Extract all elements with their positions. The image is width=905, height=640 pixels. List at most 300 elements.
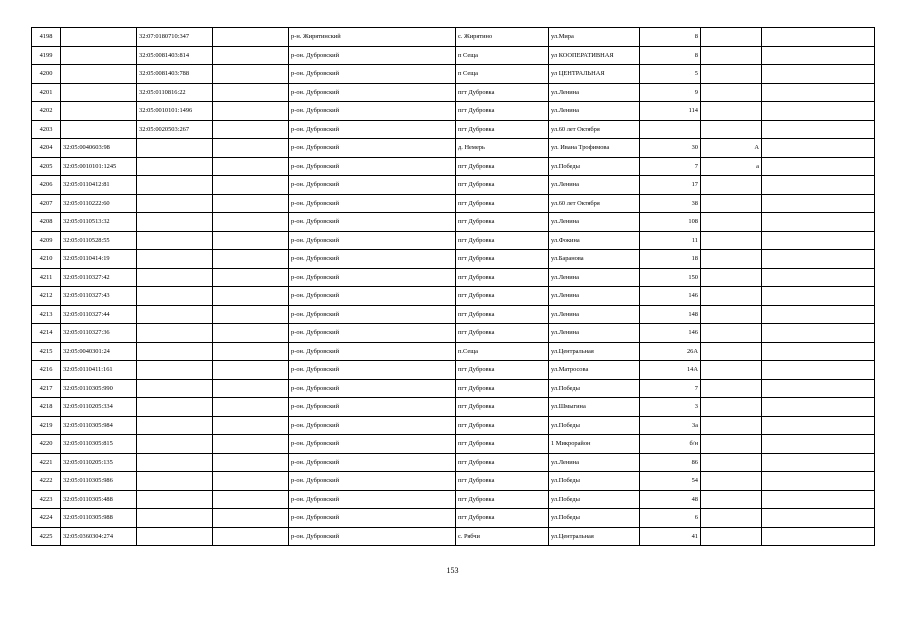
street-cell: ул.Матросова (549, 361, 640, 380)
house-number-cell: 7 (640, 379, 701, 398)
house-number-cell: 18 (640, 250, 701, 269)
locality-cell: пгт Дубровка (456, 379, 549, 398)
cadastral-number-alt-cell (137, 435, 213, 454)
empty-cell (762, 527, 875, 546)
locality-cell: пгт Дубровка (456, 416, 549, 435)
house-suffix-cell (701, 435, 762, 454)
house-number-cell: 7 (640, 157, 701, 176)
record-number-cell: 4198 (32, 28, 61, 47)
locality-cell: пгт Дубровка (456, 324, 549, 343)
empty-cell (762, 250, 875, 269)
locality-cell: пгт Дубровка (456, 361, 549, 380)
street-cell: ул.60 лет Октября (549, 194, 640, 213)
table-row (32, 120, 875, 139)
locality-cell: п Сеща (456, 65, 549, 84)
street-cell: ул.Ленина (549, 453, 640, 472)
house-number-cell: 17 (640, 176, 701, 195)
house-number-cell (640, 120, 701, 139)
street-cell: ул.Ленина (549, 305, 640, 324)
cadastral-number-alt-cell (137, 231, 213, 250)
district-cell: р-он. Дубровский (289, 472, 456, 491)
empty-cell (762, 324, 875, 343)
cadastral-number-cell: 32:05:0110414:19 (61, 250, 137, 269)
district-cell: р-он. Дубровский (289, 287, 456, 306)
house-number-cell: 3а (640, 416, 701, 435)
house-number-cell: 8 (640, 46, 701, 65)
cadastral-number-cell: 32:05:0110327:36 (61, 324, 137, 343)
empty-cell (762, 361, 875, 380)
table-row (32, 342, 875, 361)
empty-cell (213, 398, 289, 417)
house-suffix-cell: А (701, 139, 762, 158)
empty-cell (213, 527, 289, 546)
empty-cell (213, 435, 289, 454)
empty-cell (762, 379, 875, 398)
table-row (32, 157, 875, 176)
locality-cell: пгт Дубровка (456, 472, 549, 491)
empty-cell (762, 213, 875, 232)
house-number-cell: 146 (640, 287, 701, 306)
cadastral-number-cell: 32:05:0040301:24 (61, 342, 137, 361)
street-cell: ул.Победы (549, 490, 640, 509)
cadastral-number-alt-cell (137, 287, 213, 306)
street-cell: ул.Ленина (549, 102, 640, 121)
empty-cell (762, 231, 875, 250)
cadastral-number-cell: 32:05:0110305:488 (61, 490, 137, 509)
house-suffix-cell (701, 213, 762, 232)
house-number-cell: 14А (640, 361, 701, 380)
street-cell: ул.60 лет Октября (549, 120, 640, 139)
district-cell: р-он. Дубровский (289, 46, 456, 65)
house-number-cell: 6 (640, 509, 701, 528)
cadastral-number-cell: 32:05:0110327:44 (61, 305, 137, 324)
house-number-cell: 11 (640, 231, 701, 250)
house-suffix-cell (701, 46, 762, 65)
district-cell: р-он. Дубровский (289, 176, 456, 195)
record-number-cell: 4203 (32, 120, 61, 139)
empty-cell (762, 472, 875, 491)
empty-cell (762, 509, 875, 528)
empty-cell (762, 65, 875, 84)
table-row (32, 287, 875, 306)
empty-cell (213, 453, 289, 472)
record-number-cell: 4202 (32, 102, 61, 121)
cadastral-number-alt-cell (137, 361, 213, 380)
record-number-cell: 4217 (32, 379, 61, 398)
house-number-cell: 146 (640, 324, 701, 343)
street-cell: ул.Победы (549, 379, 640, 398)
cadastral-number-cell: 32:05:0110305:815 (61, 435, 137, 454)
page-number: 153 (446, 566, 459, 575)
cadastral-number-cell: 32:05:0110327:43 (61, 287, 137, 306)
empty-cell (213, 342, 289, 361)
street-cell: ул.Ленина (549, 268, 640, 287)
cadastral-number-alt-cell (137, 250, 213, 269)
cadastral-number-cell (61, 65, 137, 84)
empty-cell (213, 268, 289, 287)
house-suffix-cell (701, 268, 762, 287)
street-cell: ул.Центральная (549, 342, 640, 361)
house-suffix-cell (701, 416, 762, 435)
empty-cell (213, 472, 289, 491)
empty-cell (213, 250, 289, 269)
cadastral-number-alt-cell (137, 453, 213, 472)
district-cell: р-он. Дубровский (289, 324, 456, 343)
cadastral-number-alt-cell (137, 176, 213, 195)
empty-cell (213, 490, 289, 509)
house-suffix-cell (701, 250, 762, 269)
empty-cell (762, 287, 875, 306)
empty-cell (762, 435, 875, 454)
locality-cell: пгт Дубровка (456, 305, 549, 324)
empty-cell (213, 213, 289, 232)
cadastral-number-cell: 32:05:0110205:135 (61, 453, 137, 472)
table-row (32, 268, 875, 287)
empty-cell (762, 305, 875, 324)
district-cell: р-он. Дубровский (289, 194, 456, 213)
cadastral-number-cell: 32:05:0110305:984 (61, 416, 137, 435)
house-suffix-cell (701, 305, 762, 324)
street-cell: ул.Ленина (549, 324, 640, 343)
house-suffix-cell (701, 120, 762, 139)
table-row (32, 194, 875, 213)
cadastral-number-alt-cell (137, 490, 213, 509)
empty-cell (762, 120, 875, 139)
district-cell: р-он. Дубровский (289, 490, 456, 509)
empty-cell (762, 342, 875, 361)
house-number-cell: 30 (640, 139, 701, 158)
house-suffix-cell (701, 83, 762, 102)
district-cell: р-он. Дубровский (289, 268, 456, 287)
record-number-cell: 4210 (32, 250, 61, 269)
district-cell: р-он. Дубровский (289, 379, 456, 398)
cadastral-number-alt-cell (137, 527, 213, 546)
locality-cell: пгт Дубровка (456, 83, 549, 102)
cadastral-number-cell: 32:05:0110411:161 (61, 361, 137, 380)
house-number-cell: 108 (640, 213, 701, 232)
cadastral-number-alt-cell (137, 157, 213, 176)
empty-cell (762, 453, 875, 472)
house-suffix-cell (701, 342, 762, 361)
empty-cell (762, 194, 875, 213)
house-suffix-cell: а (701, 157, 762, 176)
house-suffix-cell (701, 398, 762, 417)
house-number-cell: 8 (640, 28, 701, 47)
table-row (32, 102, 875, 121)
empty-cell (213, 157, 289, 176)
cadastral-number-alt-cell (137, 194, 213, 213)
district-cell: р-он. Дубровский (289, 102, 456, 121)
locality-cell: с. Жирятино (456, 28, 549, 47)
cadastral-number-cell (61, 28, 137, 47)
locality-cell: с. Рябчи (456, 527, 549, 546)
street-cell: ул.Мира (549, 28, 640, 47)
house-suffix-cell (701, 324, 762, 343)
cadastral-number-cell (61, 120, 137, 139)
cadastral-number-alt-cell (137, 139, 213, 158)
table-row (32, 250, 875, 269)
record-number-cell: 4216 (32, 361, 61, 380)
locality-cell: пгт Дубровка (456, 102, 549, 121)
record-number-cell: 4199 (32, 46, 61, 65)
table-body (32, 28, 875, 546)
cadastral-number-alt-cell (137, 324, 213, 343)
cadastral-number-alt-cell (137, 416, 213, 435)
house-number-cell: 41 (640, 527, 701, 546)
cadastral-number-cell: 32:05:0110305:990 (61, 379, 137, 398)
locality-cell: д. Немерь (456, 139, 549, 158)
locality-cell: п Сеща (456, 46, 549, 65)
empty-cell (762, 490, 875, 509)
house-number-cell: 114 (640, 102, 701, 121)
empty-cell (762, 157, 875, 176)
table-row (32, 416, 875, 435)
empty-cell (762, 139, 875, 158)
empty-cell (762, 28, 875, 47)
table-row (32, 453, 875, 472)
empty-cell (213, 361, 289, 380)
cadastral-number-cell: 32:05:0110305:986 (61, 472, 137, 491)
record-number-cell: 4223 (32, 490, 61, 509)
table-row (32, 509, 875, 528)
record-number-cell: 4220 (32, 435, 61, 454)
empty-cell (213, 509, 289, 528)
cadastral-number-cell (61, 83, 137, 102)
street-cell: ул. Ивана Трофимова (549, 139, 640, 158)
street-cell: ул.Фокина (549, 231, 640, 250)
empty-cell (213, 194, 289, 213)
district-cell: р-он. Дубровский (289, 398, 456, 417)
table-row (32, 83, 875, 102)
empty-cell (762, 416, 875, 435)
house-number-cell: б/н (640, 435, 701, 454)
empty-cell (213, 65, 289, 84)
empty-cell (213, 28, 289, 47)
district-cell: р-он. Дубровский (289, 139, 456, 158)
empty-cell (213, 139, 289, 158)
district-cell: р-он. Дубровский (289, 361, 456, 380)
empty-cell (762, 102, 875, 121)
cadastral-number-cell: 32:05:0110205:334 (61, 398, 137, 417)
empty-cell (762, 46, 875, 65)
house-suffix-cell (701, 361, 762, 380)
cadastral-number-cell: 32:05:0360304:274 (61, 527, 137, 546)
register-table (31, 27, 875, 546)
house-suffix-cell (701, 231, 762, 250)
street-cell: ул ЦЕНТРАЛЬНАЯ (549, 65, 640, 84)
cadastral-number-alt-cell (137, 509, 213, 528)
cadastral-number-alt-cell: 32:05:0020503:267 (137, 120, 213, 139)
empty-cell (213, 120, 289, 139)
table-row (32, 398, 875, 417)
cadastral-number-alt-cell (137, 213, 213, 232)
house-number-cell: 54 (640, 472, 701, 491)
locality-cell: пгт Дубровка (456, 231, 549, 250)
cadastral-number-cell: 32:05:0110305:988 (61, 509, 137, 528)
locality-cell: пгт Дубровка (456, 490, 549, 509)
record-number-cell: 4218 (32, 398, 61, 417)
empty-cell (213, 324, 289, 343)
street-cell: ул.Победы (549, 157, 640, 176)
record-number-cell: 4200 (32, 65, 61, 84)
record-number-cell: 4205 (32, 157, 61, 176)
street-cell: 1 Микрорайон (549, 435, 640, 454)
locality-cell: п.Сеща (456, 342, 549, 361)
street-cell: ул.Центральная (549, 527, 640, 546)
empty-cell (213, 83, 289, 102)
record-number-cell: 4213 (32, 305, 61, 324)
street-cell: ул.Победы (549, 416, 640, 435)
district-cell: р-он. Дубровский (289, 509, 456, 528)
empty-cell (213, 176, 289, 195)
district-cell: р-он. Дубровский (289, 120, 456, 139)
empty-cell (213, 416, 289, 435)
cadastral-number-cell: 32:05:0110327:42 (61, 268, 137, 287)
cadastral-number-alt-cell: 32:05:0081403:788 (137, 65, 213, 84)
district-cell: р-он. Дубровский (289, 527, 456, 546)
locality-cell: пгт Дубровка (456, 120, 549, 139)
empty-cell (762, 398, 875, 417)
street-cell: ул.Шмыгина (549, 398, 640, 417)
cadastral-number-alt-cell: 32:05:0081403:814 (137, 46, 213, 65)
house-number-cell: 150 (640, 268, 701, 287)
house-suffix-cell (701, 472, 762, 491)
table-row (32, 305, 875, 324)
locality-cell: пгт Дубровка (456, 398, 549, 417)
cadastral-number-alt-cell (137, 379, 213, 398)
district-cell: р-он. Дубровский (289, 435, 456, 454)
table-row (32, 527, 875, 546)
house-number-cell: 48 (640, 490, 701, 509)
district-cell: р-он. Дубровский (289, 250, 456, 269)
house-number-cell: 9 (640, 83, 701, 102)
cadastral-number-cell (61, 46, 137, 65)
table-row (32, 472, 875, 491)
house-suffix-cell (701, 509, 762, 528)
record-number-cell: 4224 (32, 509, 61, 528)
table-row (32, 176, 875, 195)
street-cell: ул.Победы (549, 472, 640, 491)
record-number-cell: 4211 (32, 268, 61, 287)
district-cell: р-он. Дубровский (289, 305, 456, 324)
district-cell: р-он. Дубровский (289, 213, 456, 232)
cadastral-number-alt-cell (137, 305, 213, 324)
district-cell: р-он. Дубровский (289, 83, 456, 102)
table-row (32, 435, 875, 454)
street-cell: ул.Ленина (549, 176, 640, 195)
cadastral-number-cell (61, 102, 137, 121)
cadastral-number-alt-cell: 32:05:0010101:1496 (137, 102, 213, 121)
locality-cell: пгт Дубровка (456, 176, 549, 195)
empty-cell (762, 268, 875, 287)
house-suffix-cell (701, 176, 762, 195)
empty-cell (762, 83, 875, 102)
locality-cell: пгт Дубровка (456, 453, 549, 472)
house-suffix-cell (701, 527, 762, 546)
house-number-cell: 86 (640, 453, 701, 472)
locality-cell: пгт Дубровка (456, 194, 549, 213)
record-number-cell: 4221 (32, 453, 61, 472)
locality-cell: пгт Дубровка (456, 287, 549, 306)
cadastral-number-alt-cell: 32:07:0180710:347 (137, 28, 213, 47)
house-number-cell: 3 (640, 398, 701, 417)
street-cell: ул КООПЕРАТИВНАЯ (549, 46, 640, 65)
cadastral-number-cell: 32:05:0110513:32 (61, 213, 137, 232)
record-number-cell: 4206 (32, 176, 61, 195)
locality-cell: пгт Дубровка (456, 435, 549, 454)
house-suffix-cell (701, 194, 762, 213)
district-cell: р-он. Дубровский (289, 342, 456, 361)
district-cell: р-н. Жирятинский (289, 28, 456, 47)
empty-cell (213, 46, 289, 65)
district-cell: р-он. Дубровский (289, 157, 456, 176)
house-suffix-cell (701, 490, 762, 509)
house-suffix-cell (701, 379, 762, 398)
locality-cell: пгт Дубровка (456, 250, 549, 269)
table-row (32, 490, 875, 509)
record-number-cell: 4215 (32, 342, 61, 361)
table-row (32, 139, 875, 158)
street-cell: ул.Ленина (549, 83, 640, 102)
district-cell: р-он. Дубровский (289, 453, 456, 472)
district-cell: р-он. Дубровский (289, 65, 456, 84)
cadastral-number-alt-cell (137, 268, 213, 287)
record-number-cell: 4222 (32, 472, 61, 491)
record-number-cell: 4204 (32, 139, 61, 158)
record-number-cell: 4207 (32, 194, 61, 213)
cadastral-number-cell: 32:05:0040603:98 (61, 139, 137, 158)
record-number-cell: 4201 (32, 83, 61, 102)
cadastral-number-alt-cell (137, 398, 213, 417)
record-number-cell: 4214 (32, 324, 61, 343)
cadastral-number-cell: 32:05:0110222:60 (61, 194, 137, 213)
cadastral-number-cell: 32:05:0010101:1245 (61, 157, 137, 176)
record-number-cell: 4225 (32, 527, 61, 546)
locality-cell: пгт Дубровка (456, 213, 549, 232)
empty-cell (213, 305, 289, 324)
table-row (32, 231, 875, 250)
locality-cell: пгт Дубровка (456, 268, 549, 287)
house-suffix-cell (701, 453, 762, 472)
cadastral-number-cell: 32:05:0110528:55 (61, 231, 137, 250)
district-cell: р-он. Дубровский (289, 416, 456, 435)
record-number-cell: 4208 (32, 213, 61, 232)
street-cell: ул.Баранова (549, 250, 640, 269)
cadastral-number-alt-cell (137, 472, 213, 491)
house-suffix-cell (701, 287, 762, 306)
table-row (32, 28, 875, 47)
house-suffix-cell (701, 28, 762, 47)
district-cell: р-он. Дубровский (289, 231, 456, 250)
cadastral-number-alt-cell (137, 342, 213, 361)
house-suffix-cell (701, 102, 762, 121)
house-number-cell: 5 (640, 65, 701, 84)
street-cell: ул.Ленина (549, 213, 640, 232)
street-cell: ул.Ленина (549, 287, 640, 306)
cadastral-number-alt-cell: 32:05:0110816:22 (137, 83, 213, 102)
table-row (32, 361, 875, 380)
record-number-cell: 4209 (32, 231, 61, 250)
record-number-cell: 4219 (32, 416, 61, 435)
table-row (32, 65, 875, 84)
table-row (32, 379, 875, 398)
empty-cell (213, 231, 289, 250)
house-number-cell: 148 (640, 305, 701, 324)
empty-cell (213, 287, 289, 306)
house-suffix-cell (701, 65, 762, 84)
table-row (32, 46, 875, 65)
locality-cell: пгт Дубровка (456, 157, 549, 176)
